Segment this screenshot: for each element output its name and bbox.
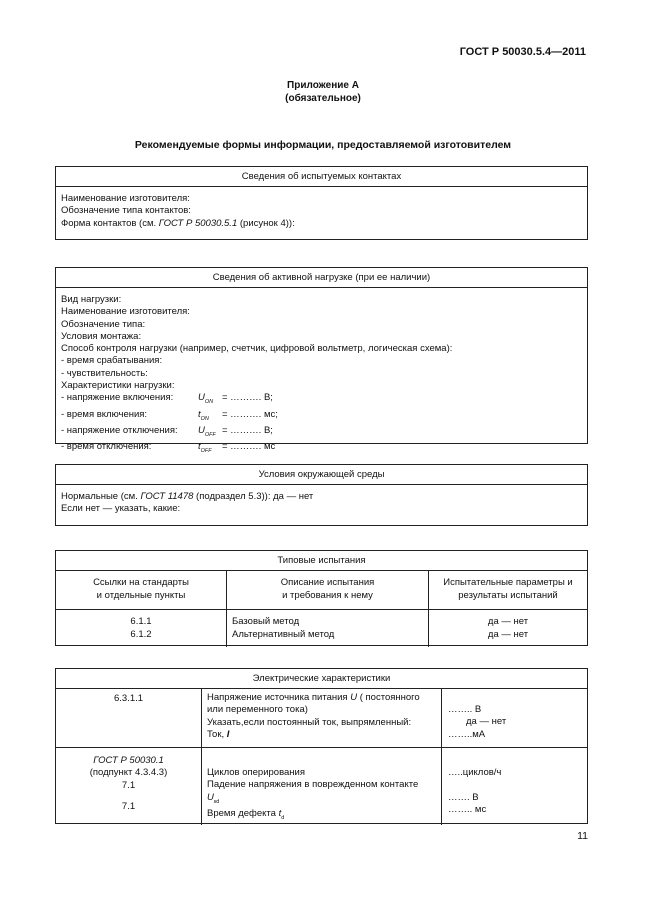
appendix-subtitle: (обязательное) — [285, 93, 361, 104]
standard-code: ГОСТ Р 50030.5.4—2011 — [459, 46, 586, 58]
electrical-row — [56, 748, 587, 825]
manufacturer-line: Наименование изготовителя: — [61, 193, 190, 204]
test-desc: Базовый метод — [232, 616, 300, 627]
appendix-heading — [0, 79, 646, 105]
main-title: Рекомендуемые формы информации, предоставляемой изготовителем — [134, 139, 512, 151]
desc-cell: Циклов оперирования Падение напряжения в поврежденном контакте $U_{кd}$ Время дефекта $t_d$ — [202, 748, 442, 825]
ref-cell: ГОСТ Р 50030.1 (подпункт 4.3.4.3) 7.1 7.1 — [56, 748, 202, 825]
load-line: - чувствительность: — [61, 367, 148, 379]
contact-form-line: Форма контактов (см. ГОСТ Р 50030.5.1 (рисунок 4)): — [61, 217, 295, 229]
value-cell: …….. В да — нет ……..мА — [448, 704, 507, 740]
load-line: Наименование изготовителя: — [61, 306, 190, 318]
other-conditions-line: Если нет — указать, какие: — [61, 503, 181, 515]
environment-box — [55, 464, 588, 526]
tested-contacts-box — [55, 166, 588, 240]
load-param: - напряжение включения: $U_{ON}$ = ………. В; — [61, 392, 273, 406]
load-param: - напряжение отключения: $U_{OFF}$ = ………. В; — [61, 424, 273, 438]
load-line: Способ контроля нагрузки (например, счетчик, цифровой вольтметр, логическая схема): — [61, 343, 453, 355]
test-result: да — нет — [487, 628, 529, 640]
box-header: Типовые испытания — [56, 551, 587, 571]
table-body — [56, 610, 587, 647]
type-tests-box — [55, 550, 588, 646]
column-header: Ссылки на стандарты и отдельные пункты — [56, 571, 227, 609]
ref-cell: 6.3.1.1 — [56, 689, 202, 747]
test-desc: Альтернативный метод — [232, 628, 335, 640]
load-param: - время включения: $t_{ON}$ = ………. мс; — [61, 408, 278, 422]
electrical-row — [56, 689, 587, 748]
column-header: Описание испытания и требования к нему — [227, 571, 429, 609]
test-ref: 6.1.1 — [130, 616, 152, 627]
test-result: да — нет — [487, 616, 529, 627]
desc-cell: Напряжение источника питания U ( постоянного или переменного тока) Указать,если постоянный ток, выпрямленный: Ток, I — [202, 689, 442, 747]
active-load-box — [55, 267, 588, 455]
column-header: Испытательные параметры и результаты испытаний — [443, 577, 573, 601]
electrical-box — [55, 668, 588, 824]
load-line: Обозначение типа: — [61, 318, 146, 330]
load-line: Условия монтажа: — [61, 330, 142, 342]
value-cell: …..циклов/ч ……. В …….. мс — [448, 767, 502, 815]
test-ref: 6.1.2 — [130, 628, 152, 640]
box-header: Электрические характеристики — [56, 669, 587, 689]
contact-type-line: Обозначение типа контактов: — [61, 205, 191, 217]
normal-conditions-line: Нормальные (см. ГОСТ 11478 (подраздел 5.3)): да — нет — [61, 491, 314, 502]
box-header: Условия окружающей среды — [56, 465, 587, 485]
appendix-title: Приложение А — [287, 80, 359, 91]
table-head — [56, 571, 587, 610]
box-header: Сведения об активной нагрузке (при ее наличии) — [56, 268, 587, 288]
load-line: - время срабатывания: — [61, 355, 163, 367]
page-number: 11 — [577, 830, 588, 842]
load-param: - время отключения: $t_{OFF}$ = ………. мс — [61, 441, 276, 455]
load-line: Характеристики нагрузки: — [61, 380, 175, 392]
box-header: Сведения об испытуемых контактах — [56, 167, 587, 187]
load-line: Вид нагрузки: — [61, 294, 122, 305]
